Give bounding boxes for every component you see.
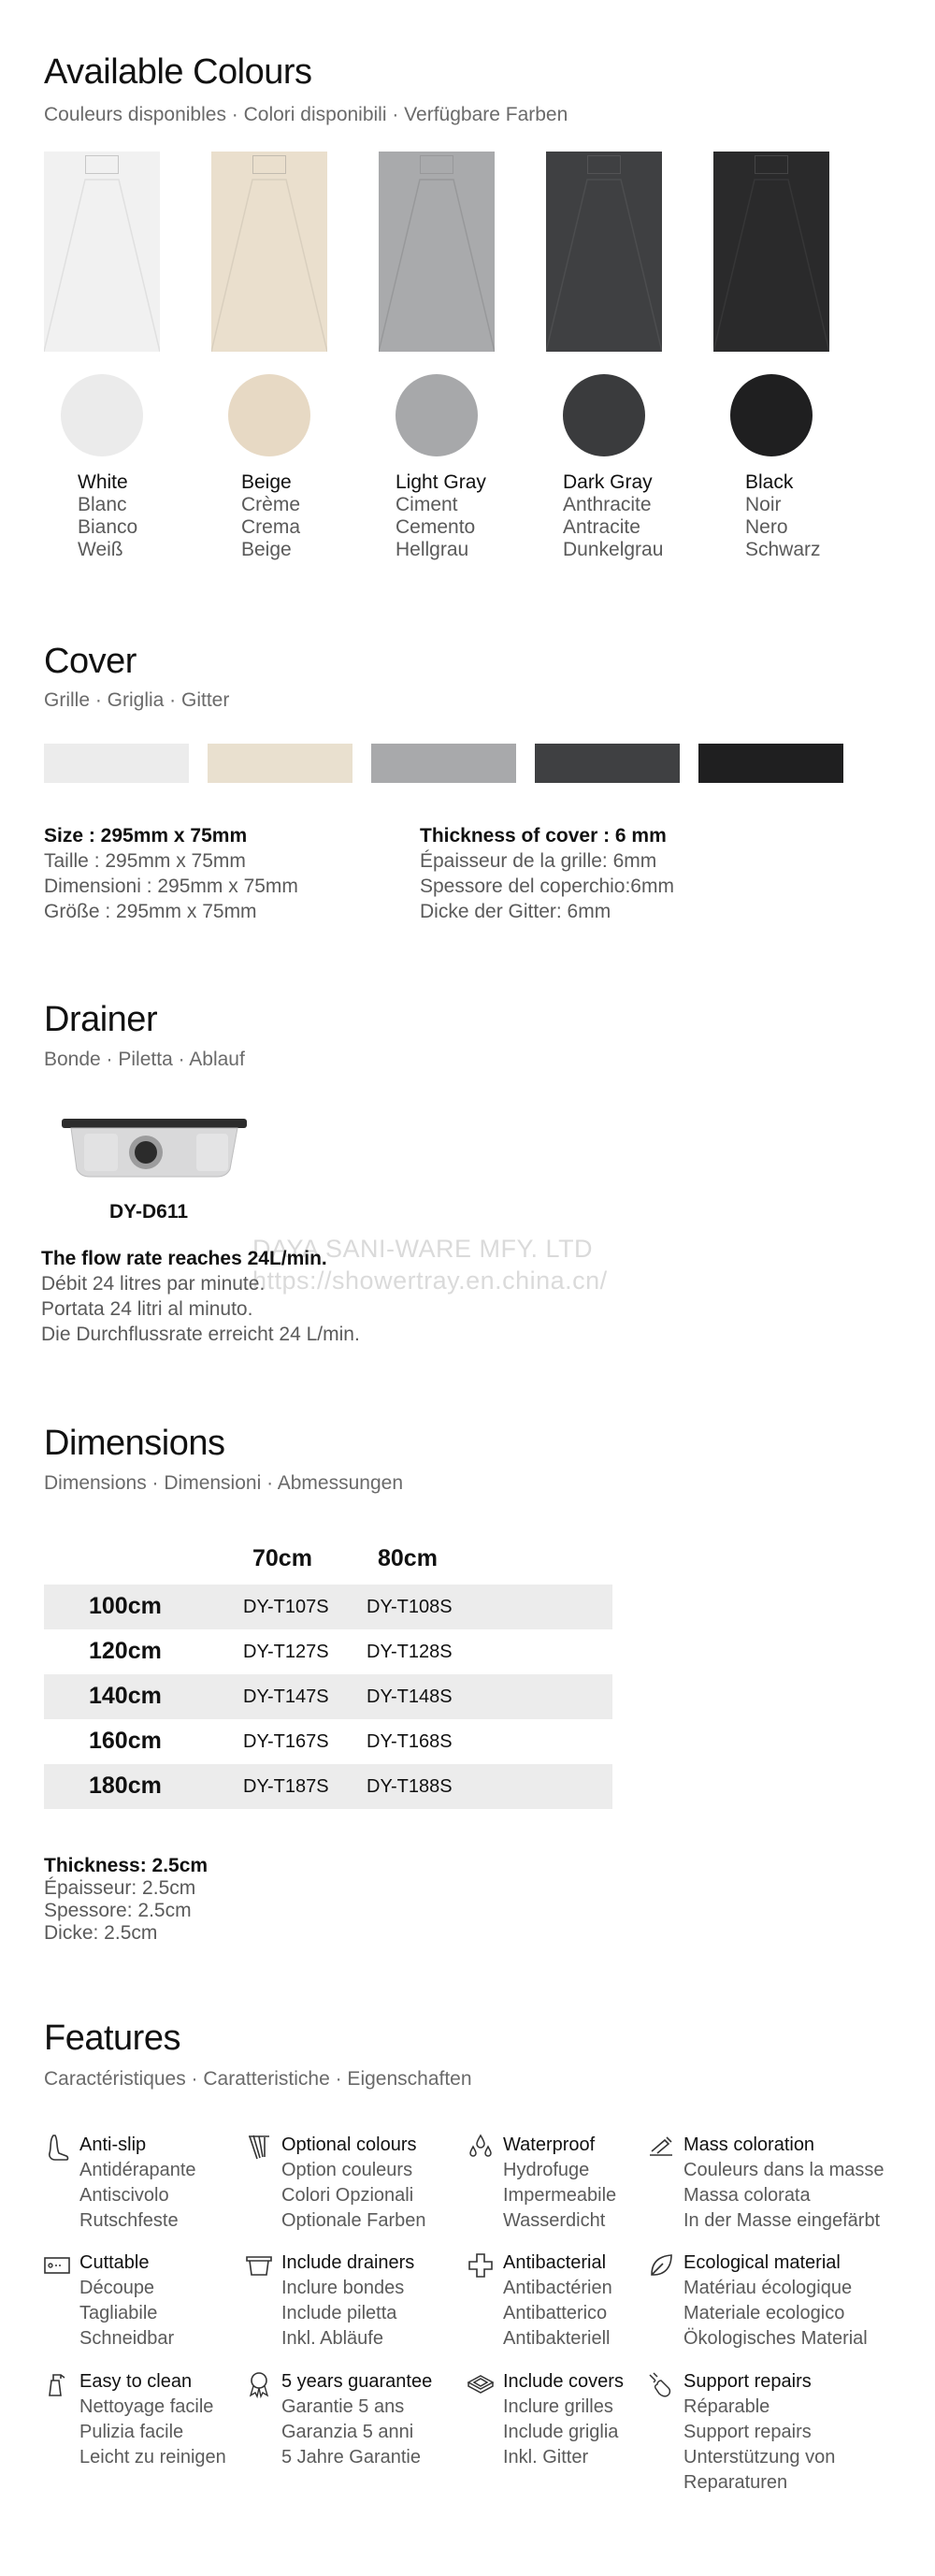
colour-tray-light-gray	[379, 152, 495, 352]
drainer-subtitle: Bonde · Piletta · Ablauf	[44, 1049, 245, 1070]
colour-name-de: Hellgrau	[396, 539, 469, 560]
colour-names-black	[745, 471, 904, 561]
cell-80: DY-T128S	[367, 1642, 453, 1662]
drainer-image	[56, 1111, 252, 1186]
colour-name-en: Light Gray	[396, 471, 486, 493]
feature-label: Easy to clean	[79, 2371, 193, 2392]
feature-fr: Option couleurs	[281, 2160, 413, 2180]
cover-strip-dark-gray	[535, 744, 680, 783]
feature-it: Include piletta	[281, 2303, 397, 2323]
colour-name-fr: Noir	[745, 494, 782, 515]
drainer-title: Drainer	[44, 1000, 158, 1039]
mass-coloration-icon	[646, 2133, 676, 2163]
feature-fr: Matériau écologique	[683, 2278, 853, 2298]
feature-de-cont: Reparaturen	[683, 2472, 788, 2493]
colours-title: Available Colours	[44, 52, 312, 92]
table-row	[44, 1629, 612, 1674]
feature-de: In der Masse eingefärbt	[683, 2210, 881, 2231]
row-header: 180cm	[89, 1773, 162, 1799]
colour-name-en: Dark Gray	[563, 471, 653, 493]
feature-ecological-material	[683, 2250, 899, 2352]
colour-name-it: Antracite	[563, 516, 640, 538]
drainer-flow-text	[41, 1246, 360, 1347]
cell-70: DY-T127S	[243, 1642, 329, 1662]
colour-name-de: Weiß	[78, 539, 123, 560]
row-header: 160cm	[89, 1728, 162, 1754]
feature-fr: Nettoyage facile	[79, 2396, 214, 2417]
feature-fr: Hydrofuge	[503, 2160, 590, 2180]
feature-de: Ökologisches Material	[683, 2328, 868, 2349]
cover-strip-black	[698, 744, 843, 783]
table-header	[44, 1536, 612, 1585]
colour-tray-dark-gray	[546, 152, 662, 352]
leaf-icon	[646, 2250, 676, 2280]
feature-label: Mass coloration	[683, 2135, 815, 2155]
feature-de: Inkl. Gitter	[503, 2447, 589, 2467]
cell-70: DY-T187S	[243, 1776, 329, 1797]
feature-label: Include covers	[503, 2371, 624, 2392]
feature-it: Pulizia facile	[79, 2422, 184, 2442]
cover-size-de: Größe : 295mm x 75mm	[44, 901, 257, 922]
watermark-url: https://showertray.en.china.cn/	[252, 1266, 608, 1295]
grille-cover-icon	[466, 2369, 496, 2399]
cover-size-it: Dimensioni : 295mm x 75mm	[44, 876, 298, 897]
feature-label: Optional colours	[281, 2135, 417, 2155]
cell-80: DY-T108S	[367, 1597, 453, 1617]
table-row	[44, 1719, 612, 1764]
colour-name-fr: Crème	[241, 494, 301, 515]
swatch-black	[730, 374, 813, 456]
table-row	[44, 1764, 612, 1809]
feature-guarantee	[281, 2369, 496, 2470]
feature-label: Anti-slip	[79, 2135, 147, 2155]
cover-title: Cover	[44, 642, 137, 681]
cell-70: DY-T167S	[243, 1731, 329, 1752]
feature-it: Colori Opzionali	[281, 2185, 414, 2206]
feature-de: Unterstützung von	[683, 2447, 836, 2467]
cell-80: DY-T148S	[367, 1686, 453, 1707]
cover-size-block	[44, 823, 298, 924]
feature-it: Include griglia	[503, 2422, 619, 2442]
feature-include-drainers	[281, 2250, 496, 2352]
dimensions-table	[44, 1536, 612, 1809]
swatch-white	[61, 374, 143, 456]
watermark-company: DAYA SANI-WARE MFY. LTD	[252, 1235, 594, 1263]
colour-name-de: Beige	[241, 539, 292, 560]
colour-names-white	[78, 471, 237, 561]
feature-it: Tagliabile	[79, 2303, 158, 2323]
feature-it: Impermeabile	[503, 2185, 617, 2206]
colour-name-en: White	[78, 471, 128, 493]
tray-thickness-it: Spessore: 2.5cm	[44, 1900, 192, 1921]
swatch-light-gray	[396, 374, 478, 456]
feature-de: 5 Jahre Garantie	[281, 2447, 421, 2467]
colour-name-en: Beige	[241, 471, 292, 493]
feature-support-repairs	[683, 2369, 899, 2496]
spray-bottle-icon	[42, 2369, 72, 2399]
table-row	[44, 1585, 612, 1629]
feature-de: Rutschfeste	[79, 2210, 179, 2231]
award-icon	[244, 2369, 274, 2399]
feature-fr: Couleurs dans la masse	[683, 2160, 885, 2180]
cover-thickness-fr: Épaisseur de la grille: 6mm	[420, 850, 657, 872]
cover-size-en: Size : 295mm x 75mm	[44, 825, 248, 847]
feature-label: Cuttable	[79, 2252, 150, 2273]
feature-fr: Inclure bondes	[281, 2278, 405, 2298]
feature-optional-colours	[281, 2133, 496, 2234]
cell-70: DY-T147S	[243, 1686, 329, 1707]
feature-label: Include drainers	[281, 2252, 415, 2273]
feature-de: Leicht zu reinigen	[79, 2447, 226, 2467]
drainer-flow-de: Die Durchflussrate erreicht 24 L/min.	[41, 1324, 360, 1345]
colour-name-it: Bianco	[78, 516, 138, 538]
feature-fr: Réparable	[683, 2396, 770, 2417]
colour-names-light-gray	[396, 471, 554, 561]
feature-label: Waterproof	[503, 2135, 596, 2155]
feature-fr: Antibactérien	[503, 2278, 612, 2298]
cell-80: DY-T188S	[367, 1776, 453, 1797]
table-row	[44, 1674, 612, 1719]
feature-it: Antibatterico	[503, 2303, 608, 2323]
cover-strip-light-gray	[371, 744, 516, 783]
tray-thickness-de: Dicke: 2.5cm	[44, 1922, 158, 1944]
feature-label: Support repairs	[683, 2371, 812, 2392]
feature-de: Schneidbar	[79, 2328, 175, 2349]
feature-fr: Découpe	[79, 2278, 155, 2298]
row-header: 120cm	[89, 1638, 162, 1664]
swatch-beige	[228, 374, 310, 456]
cut-icon	[42, 2250, 72, 2280]
feature-it: Garanzia 5 anni	[281, 2422, 414, 2442]
foot-icon	[42, 2133, 72, 2163]
colour-tray-white	[44, 152, 160, 352]
colour-name-fr: Anthracite	[563, 494, 652, 515]
cover-strip-white	[44, 744, 189, 783]
col-header-80: 80cm	[378, 1545, 438, 1571]
cross-icon	[466, 2250, 496, 2280]
cover-thickness-it: Spessore del coperchio:6mm	[420, 876, 674, 897]
row-header: 100cm	[89, 1593, 162, 1619]
cover-size-fr: Taille : 295mm x 75mm	[44, 850, 246, 872]
colour-tray-black	[713, 152, 829, 352]
feature-label: Ecological material	[683, 2252, 841, 2273]
colour-tray-beige	[211, 152, 327, 352]
colour-name-en: Black	[745, 471, 794, 493]
feature-fr: Antidérapante	[79, 2160, 196, 2180]
feature-mass-coloration	[683, 2133, 899, 2234]
drain-cup-icon	[244, 2250, 274, 2280]
dimensions-subtitle: Dimensions · Dimensioni · Abmessungen	[44, 1472, 403, 1494]
colours-subtitle: Couleurs disponibles · Colori disponibili · Verfügbare Farben	[44, 104, 568, 125]
features-subtitle: Caractéristiques · Caratteristiche · Eigenschaften	[44, 2068, 472, 2090]
drainer-flow-it: Portata 24 litri al minuto.	[41, 1298, 253, 1320]
feature-it: Antiscivolo	[79, 2185, 169, 2206]
tray-thickness-fr: Épaisseur: 2.5cm	[44, 1877, 196, 1899]
colour-name-de: Schwarz	[745, 539, 821, 560]
palette-icon	[244, 2133, 274, 2163]
colour-names-dark-gray	[563, 471, 722, 561]
cover-thickness-en: Thickness of cover : 6 mm	[420, 825, 667, 847]
cell-80: DY-T168S	[367, 1731, 453, 1752]
colour-names-beige	[241, 471, 400, 561]
cover-thickness-de: Dicke der Gitter: 6mm	[420, 901, 611, 922]
colour-name-it: Cemento	[396, 516, 476, 538]
col-header-70: 70cm	[252, 1545, 312, 1571]
drainer-flow-fr: Débit 24 litres par minute.	[41, 1273, 266, 1295]
drainer-flow-en: The flow rate reaches 24L/min.	[41, 1248, 327, 1269]
water-drops-icon	[466, 2133, 496, 2163]
drainer-model: DY-D611	[109, 1201, 189, 1223]
feature-de: Wasserdicht	[503, 2210, 606, 2231]
feature-fr: Inclure grilles	[503, 2396, 613, 2417]
cell-70: DY-T107S	[243, 1597, 329, 1617]
colour-name-fr: Blanc	[78, 494, 127, 515]
feature-de: Antibakteriell	[503, 2328, 611, 2349]
feature-fr: Garantie 5 ans	[281, 2396, 405, 2417]
colour-name-it: Crema	[241, 516, 301, 538]
row-header: 140cm	[89, 1683, 162, 1709]
feature-label: 5 years guarantee	[281, 2371, 433, 2392]
feature-de: Optionale Farben	[281, 2210, 426, 2231]
swatch-dark-gray	[563, 374, 645, 456]
dimensions-title: Dimensions	[44, 1424, 225, 1463]
cover-subtitle: Grille · Griglia · Gitter	[44, 689, 230, 711]
features-title: Features	[44, 2019, 180, 2058]
feature-it: Materiale ecologico	[683, 2303, 845, 2323]
repair-hand-icon	[646, 2369, 676, 2399]
feature-it: Support repairs	[683, 2422, 812, 2442]
feature-de: Inkl. Abläufe	[281, 2328, 383, 2349]
cover-strip-beige	[208, 744, 352, 783]
cover-thickness-block	[420, 823, 674, 924]
colour-name-it: Nero	[745, 516, 788, 538]
feature-it: Massa colorata	[683, 2185, 811, 2206]
feature-label: Antibacterial	[503, 2252, 607, 2273]
tray-thickness-block	[44, 1855, 208, 1945]
tray-thickness-en: Thickness: 2.5cm	[44, 1855, 209, 1876]
colour-name-fr: Ciment	[396, 494, 458, 515]
colour-name-de: Dunkelgrau	[563, 539, 664, 560]
